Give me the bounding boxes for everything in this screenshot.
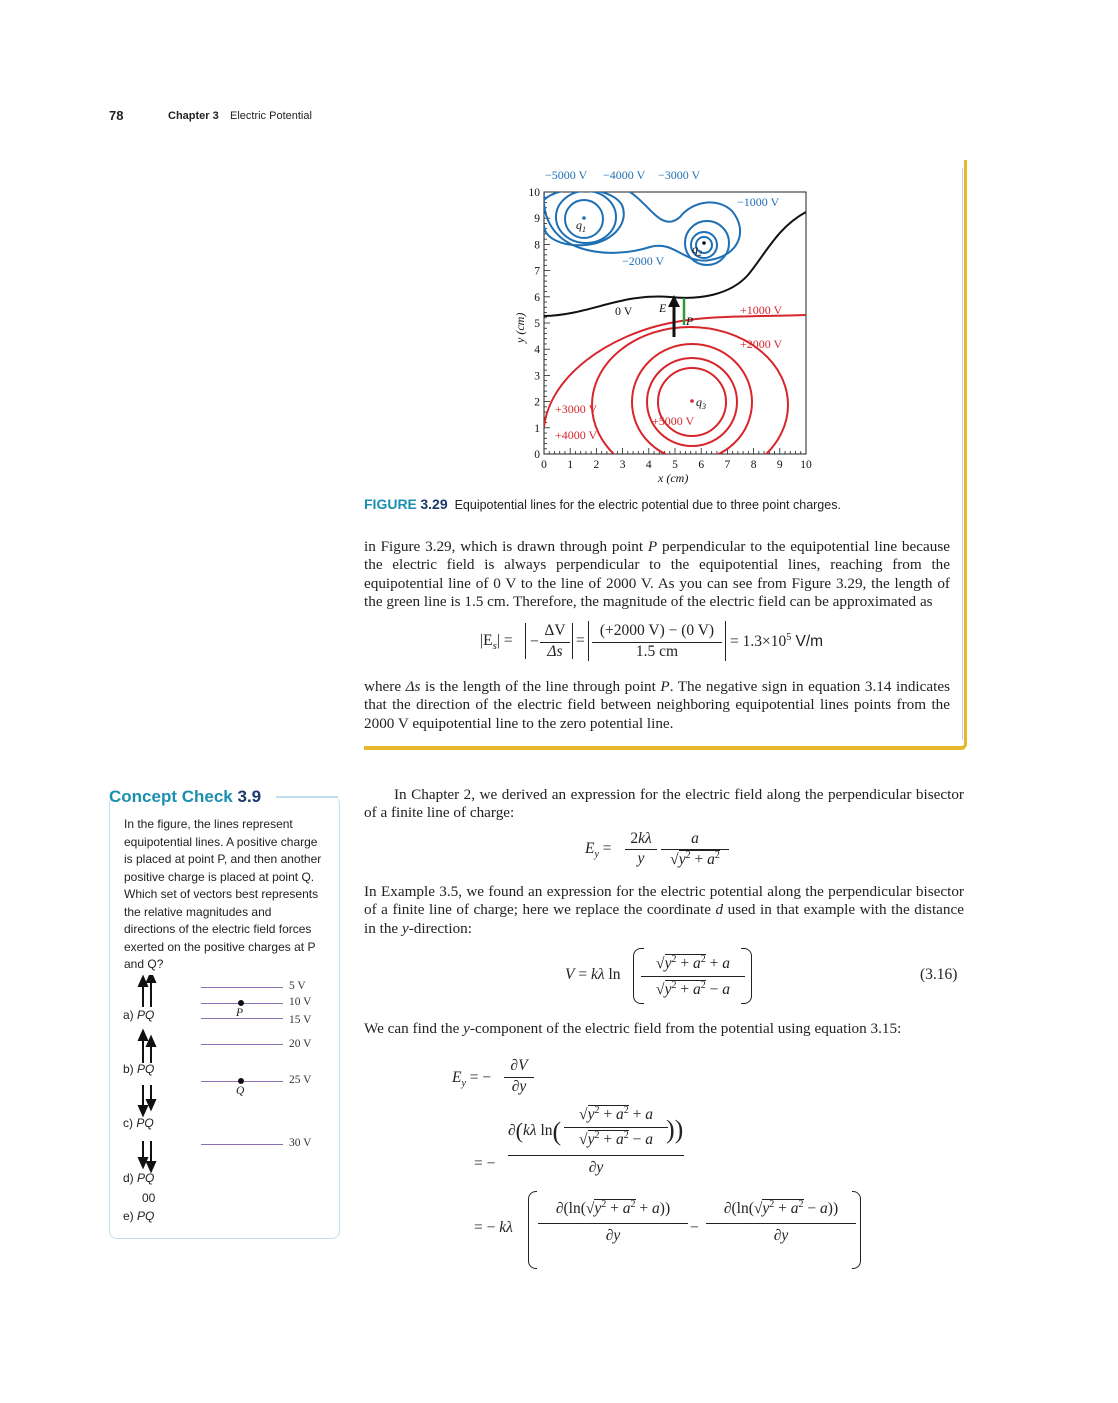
y-tick-label: 7 xyxy=(534,265,540,278)
x-tick-label: 10 xyxy=(800,459,812,471)
caption-text: Equipotential lines for the electric potential due to three point charges. xyxy=(454,498,841,512)
equipotential-figure xyxy=(500,165,830,495)
label-m3000: −3000 V xyxy=(658,168,701,182)
axis-y-label: y (cm) xyxy=(513,312,527,343)
label-p3000: +3000 V xyxy=(555,402,598,416)
label-p4000: +4000 V xyxy=(555,428,598,442)
caption-label: FIGURE xyxy=(364,496,417,512)
y-tick-label: 2 xyxy=(534,396,540,409)
derivation-equations: $E_y$ = − ∂V ∂y = − ∂(kλ ln( $√y^2 + a^2 + a$ $√y^2 + a^2 - a$ )) ∂y = − kλ $\partial(\ln(√y^2 + a^2 + a))$ ∂y − $\partial(\ln(√y^2 + a^2 - a))$ ∂y xyxy=(452,1055,872,1275)
label-p2000: +2000 V xyxy=(740,337,783,351)
label-p5000: +5000 V xyxy=(652,414,695,428)
x-tick-label: 1 xyxy=(567,459,574,471)
caption-number: 3.29 xyxy=(420,496,448,512)
point-q-label: Q xyxy=(236,1085,245,1097)
label-q3: $q_3$ xyxy=(696,395,706,411)
cc-line-30v xyxy=(201,1144,283,1145)
concept-check-rule xyxy=(276,796,338,798)
label-E: E xyxy=(659,301,667,315)
y-tick-label: 6 xyxy=(534,291,540,304)
figure-caption xyxy=(364,496,841,512)
x-tick-label: 2 xyxy=(593,459,600,471)
finite-line-field-equation: $E_y$ = 2kλ y a $√y^2 + a^2$ xyxy=(585,830,745,876)
x-tick-label: 3 xyxy=(619,459,626,471)
label-m4000: −4000 V xyxy=(603,168,646,182)
x-tick-label: 9 xyxy=(776,459,783,471)
y-tick-label: 8 xyxy=(534,239,540,252)
concept-check-title: Concept Check 3.9 xyxy=(109,787,262,806)
option-b[interactable]: b) PQ xyxy=(123,1062,155,1076)
chapter-title: Electric Potential xyxy=(230,110,312,122)
label-P: P xyxy=(686,314,694,328)
charge-q3 xyxy=(690,399,694,403)
point-p-dot xyxy=(238,1000,244,1006)
option-e[interactable]: e) PQ xyxy=(123,1209,155,1223)
y-tick-label: 10 xyxy=(528,187,540,199)
x-tick-label: 6 xyxy=(698,459,705,471)
chapter-label: Chapter 3 xyxy=(168,110,219,122)
x-tick-label: 8 xyxy=(750,459,757,471)
example-box-edge xyxy=(962,168,963,740)
label-m5000: −5000 V xyxy=(545,168,588,182)
x-tick-label: 7 xyxy=(724,459,731,471)
charge-q2 xyxy=(702,241,706,245)
cc-label-20v: 20 V xyxy=(289,1038,312,1050)
label-q1: $q_1$ xyxy=(576,218,586,234)
point-q-dot xyxy=(238,1078,244,1084)
y-tick-label: 9 xyxy=(534,213,540,226)
point-p-label: P xyxy=(236,1007,244,1019)
label-m2000: −2000 V xyxy=(622,254,665,268)
cc-label-25v: 25 V xyxy=(289,1074,312,1086)
option-a[interactable]: a) PQ xyxy=(123,1008,155,1022)
y-tick-label: 0 xyxy=(534,449,540,461)
axis-x-label: x (cm) xyxy=(658,471,689,485)
x-tick-label: 5 xyxy=(672,459,678,471)
main-paragraph-1: In Chapter 2, we derived an expression for the electric field along the perpendicular bisector of a finite line of charge: xyxy=(364,786,964,822)
y-tick-label: 1 xyxy=(534,422,540,435)
label-q2: $q_2$ xyxy=(692,242,702,258)
field-magnitude-equation: $|E_s|$ = − ΔV Δs = (+2000 V) − (0 V) 1.5 cm = $1.3\times 10^5$ V/m xyxy=(480,622,824,660)
y-tick-label: 4 xyxy=(534,344,540,357)
cc-label-5v: 5 V xyxy=(289,980,306,992)
x-tick-label: 0 xyxy=(541,459,547,471)
cc-label-10v: 10 V xyxy=(289,996,312,1008)
option-e-prefix: 00 xyxy=(142,1191,156,1205)
cc-line-5v xyxy=(201,987,283,988)
main-paragraph-3: We can find the y-component of the electric field from the potential using equation 3.15: xyxy=(364,1020,902,1037)
charge-q1 xyxy=(582,216,586,220)
cc-label-15v: 15 V xyxy=(289,1014,312,1026)
y-tick-label: 5 xyxy=(534,318,540,330)
equation-3-16: V = kλ ln $√y^2 + a^2 + a$ $√y^2 + a^2 - a$ xyxy=(565,948,765,1004)
example-paragraph-2: where Δs is the length of the line through point P. The negative sign in equation 3.14 indicates that the direction of the electric field between neighboring equipotential lines points from the 2000 V equipotential line to the zero potential line. xyxy=(364,678,951,732)
option-d[interactable]: d) PQ xyxy=(123,1171,155,1185)
example-paragraph-1: in Figure 3.29, which is drawn through point P perpendicular to the equipotential line because the electric field is always perpendicular to the equipotential lines, reaching from the equipotential line of 0 V to the line of 2000 V. As you can see from Figure 3.29, the length of the green line is 1.5 cm. Therefore, the magnitude of the electric field can be approximated as xyxy=(364,538,950,610)
cc-label-30v: 30 V xyxy=(289,1137,312,1149)
label-zero: 0 V xyxy=(615,304,633,318)
page-number: 78 xyxy=(109,108,124,123)
equation-3-16-number: (3.16) xyxy=(920,966,958,983)
label-p1000: +1000 V xyxy=(740,303,783,317)
option-c[interactable]: c) PQ xyxy=(123,1116,154,1130)
cc-line-20v xyxy=(201,1044,283,1045)
option-arrows xyxy=(135,975,165,1180)
x-tick-label: 4 xyxy=(645,459,652,471)
label-m1000: −1000 V xyxy=(737,195,780,209)
main-paragraph-2: In Example 3.5, we found an expression for the electric potential along the perpendicular bisector of a finite line of charge; here we replace the coordinate d used in that example with the distance in the y-direction: xyxy=(364,883,964,937)
concept-check-question: In the figure, the lines represent equipotential lines. A positive charge is placed at point P, and then another positive charge is placed at point Q. Which set of vectors best represents the relative magnitudes and directions of the electric field forces exerted on the positive charges at P and Q? xyxy=(124,817,322,971)
y-tick-label: 3 xyxy=(534,370,540,383)
